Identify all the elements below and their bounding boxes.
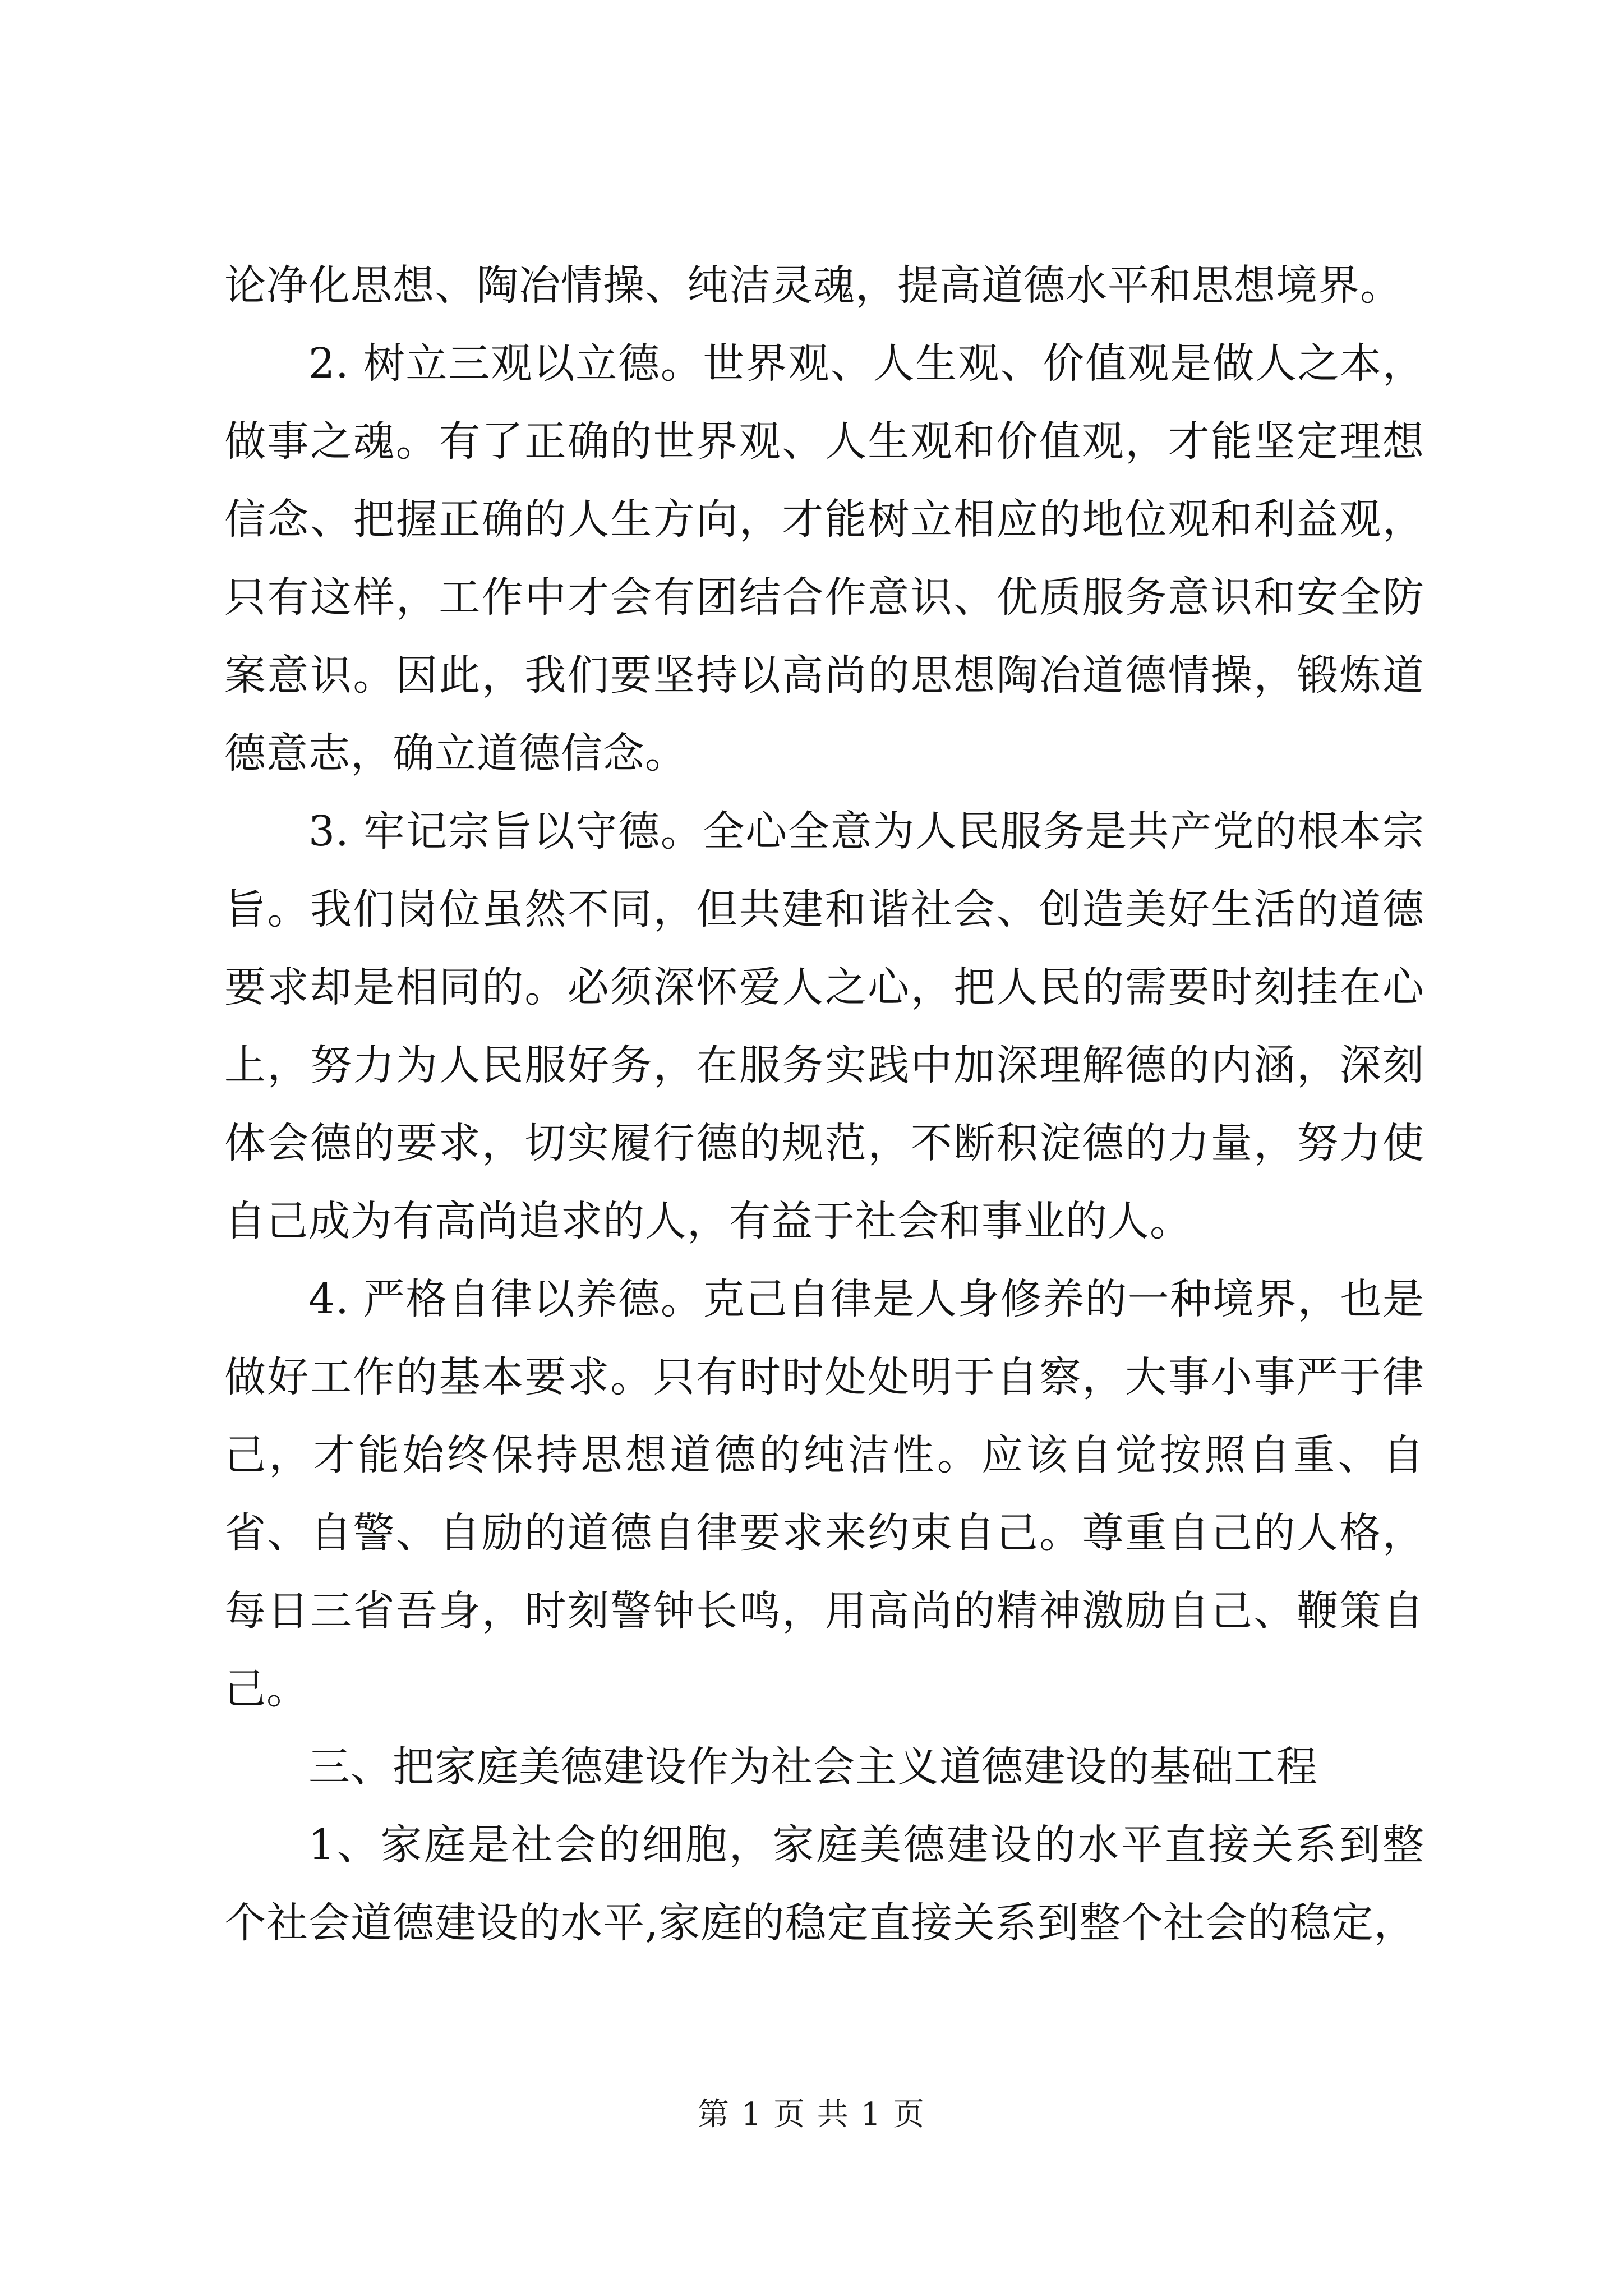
paragraph-item-2: 2. 树立三观以立德。世界观、人生观、价值观是做人之本，做事之魂。有了正确的世界观、人生观和价值观，才能坚定理想信念、把握正确的人生方向，才能树立相应的地位观和利益观，只有这样，工作中才会有团结合作意识、优质服务意识和安全防案意识。因此，我们要坚持以高尚的思想陶冶道德情操，锻炼道德意志，确立道德信念。 xyxy=(224,339,1424,777)
document-body xyxy=(224,247,1424,1962)
paragraph-item-3: 3. 牢记宗旨以守德。全心全意为人民服务是共产党的根本宗旨。我们岗位虽然不同，但共建和谐社会、创造美好生活的道德要求却是相同的。必须深怀爱人之心，把人民的需要时刻挂在心上，努力为人民服好务，在服务实践中加深理解德的内涵，深刻体会德的要求，切实履行德的规范，不断积淀德的力量，努力使自己成为有高尚追求的人，有益于社会和事业的人。 xyxy=(224,807,1424,1245)
paragraph-item-4: 4. 严格自律以养德。克己自律是人身修养的一种境界，也是做好工作的基本要求。只有时时处处明于自察，大事小事严于律己，才能始终保持思想道德的纯洁性。应该自觉按照自重、自省、自警、自励的道德自律要求来约束自己。尊重自己的人格，每日三省吾身，时刻警钟长鸣，用高尚的精神激励自己、鞭策自己。 xyxy=(224,1275,1424,1713)
page-footer: 第 1 页 共 1 页 xyxy=(697,2096,926,2133)
paragraph-section-3-item-1: 1、家庭是社会的细胞，家庭美德建设的水平直接关系到整个社会道德建设的水平,家庭的稳定直接关系到整个社会的稳定， xyxy=(224,1821,1424,1947)
section-heading-3: 三、把家庭美德建设作为社会主义道德建设的基础工程 xyxy=(308,1743,1318,1791)
paragraph-continuation: 论净化思想、陶冶情操、纯洁灵魂，提高道德水平和思想境界。 xyxy=(224,261,1402,310)
